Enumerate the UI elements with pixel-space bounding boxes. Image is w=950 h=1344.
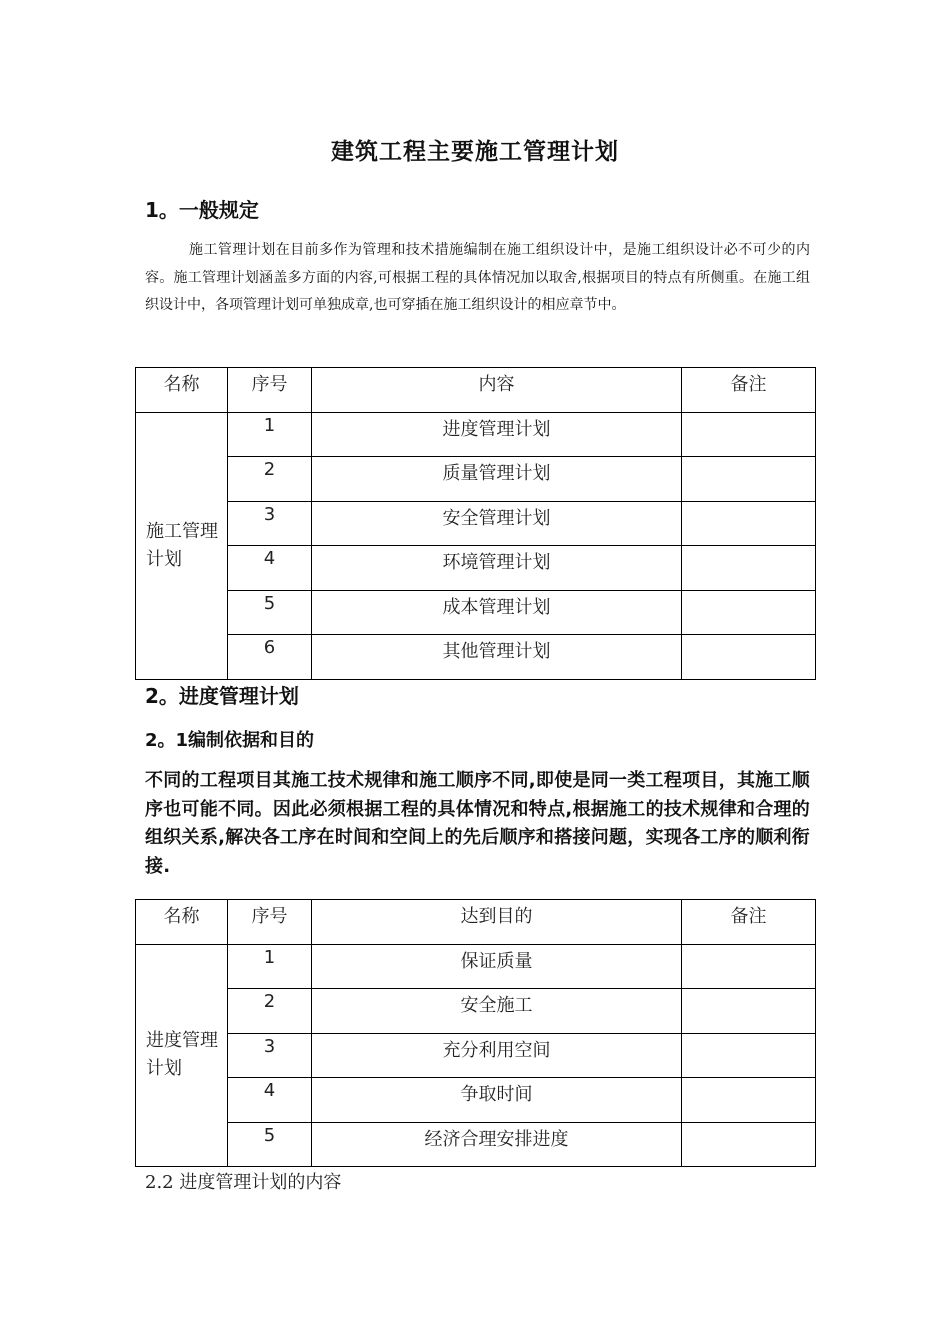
row-number: 2 <box>228 989 312 1034</box>
table-row <box>136 412 816 457</box>
row-number: 5 <box>228 590 312 635</box>
row-note <box>682 501 816 546</box>
row-content: 安全施工 <box>312 989 682 1034</box>
row-content: 其他管理计划 <box>312 635 682 680</box>
row-note <box>682 1078 816 1123</box>
header-no: 序号 <box>228 900 312 945</box>
group-name-cell: 进度管理计划 <box>136 944 228 1167</box>
group-name-cell: 施工管理计划 <box>136 412 228 679</box>
row-number: 3 <box>228 501 312 546</box>
section-2-1-heading: 2。1编制依据和目的 <box>145 730 315 751</box>
schedule-goals-table <box>135 899 816 1167</box>
document-title: 建筑工程主要施工管理计划 <box>331 139 619 165</box>
header-content: 内容 <box>312 368 682 413</box>
row-content: 经济合理安排进度 <box>312 1122 682 1167</box>
header-no: 序号 <box>228 368 312 413</box>
row-number: 5 <box>228 1122 312 1167</box>
row-note <box>682 1122 816 1167</box>
row-content: 争取时间 <box>312 1078 682 1123</box>
row-note <box>682 546 816 591</box>
table-row <box>136 590 816 635</box>
row-number: 4 <box>228 1078 312 1123</box>
header-note: 备注 <box>682 900 816 945</box>
table-row <box>136 457 816 502</box>
section-1-paragraph: 施工管理计划在目前多作为管理和技术措施编制在施工组织设计中，是施工组织设计必不可少的内容。施工管理计划涵盖多方面的内容,可根据工程的具体情况加以取舍,根据项目的特点有所侧重。在施工组织设计中，各项管理计划可单独成章,也可穿插在施工组织设计的相应章节中。 <box>145 242 810 313</box>
table-header-row <box>136 368 816 413</box>
row-content: 成本管理计划 <box>312 590 682 635</box>
section-2-heading: 2。进度管理计划 <box>145 684 299 708</box>
header-name: 名称 <box>136 900 228 945</box>
row-number: 1 <box>228 944 312 989</box>
management-plan-table <box>135 367 816 680</box>
table-row <box>136 1078 816 1123</box>
row-number: 6 <box>228 635 312 680</box>
row-content: 进度管理计划 <box>312 412 682 457</box>
row-content: 环境管理计划 <box>312 546 682 591</box>
row-number: 4 <box>228 546 312 591</box>
row-content: 质量管理计划 <box>312 457 682 502</box>
row-note <box>682 989 816 1034</box>
table-row <box>136 989 816 1034</box>
section-2-1-paragraph: 不同的工程项目其施工技术规律和施工顺序不同,即使是同一类工程项目，其施工顺序也可能不同。因此必须根据工程的具体情况和特点,根据施工的技术规律和合理的组织关系,解决各工序在时间和空间上的先后顺序和搭接问题，实现各工序的顺利衔接. <box>145 770 810 877</box>
row-note <box>682 412 816 457</box>
row-note <box>682 635 816 680</box>
header-goal: 达到目的 <box>312 900 682 945</box>
table-row <box>136 1033 816 1078</box>
row-note <box>682 1033 816 1078</box>
row-note <box>682 944 816 989</box>
row-note <box>682 590 816 635</box>
row-number: 2 <box>228 457 312 502</box>
table-header-row <box>136 900 816 945</box>
section-2-2-heading: 2.2 进度管理计划的内容 <box>145 1172 342 1193</box>
table-row <box>136 1122 816 1167</box>
row-number: 1 <box>228 412 312 457</box>
row-content: 充分利用空间 <box>312 1033 682 1078</box>
section-1-heading: 1。一般规定 <box>145 198 259 222</box>
table-row <box>136 635 816 680</box>
table-row <box>136 546 816 591</box>
row-content: 保证质量 <box>312 944 682 989</box>
header-note: 备注 <box>682 368 816 413</box>
table-row <box>136 501 816 546</box>
row-content: 安全管理计划 <box>312 501 682 546</box>
row-number: 3 <box>228 1033 312 1078</box>
row-note <box>682 457 816 502</box>
header-name: 名称 <box>136 368 228 413</box>
table-row <box>136 944 816 989</box>
